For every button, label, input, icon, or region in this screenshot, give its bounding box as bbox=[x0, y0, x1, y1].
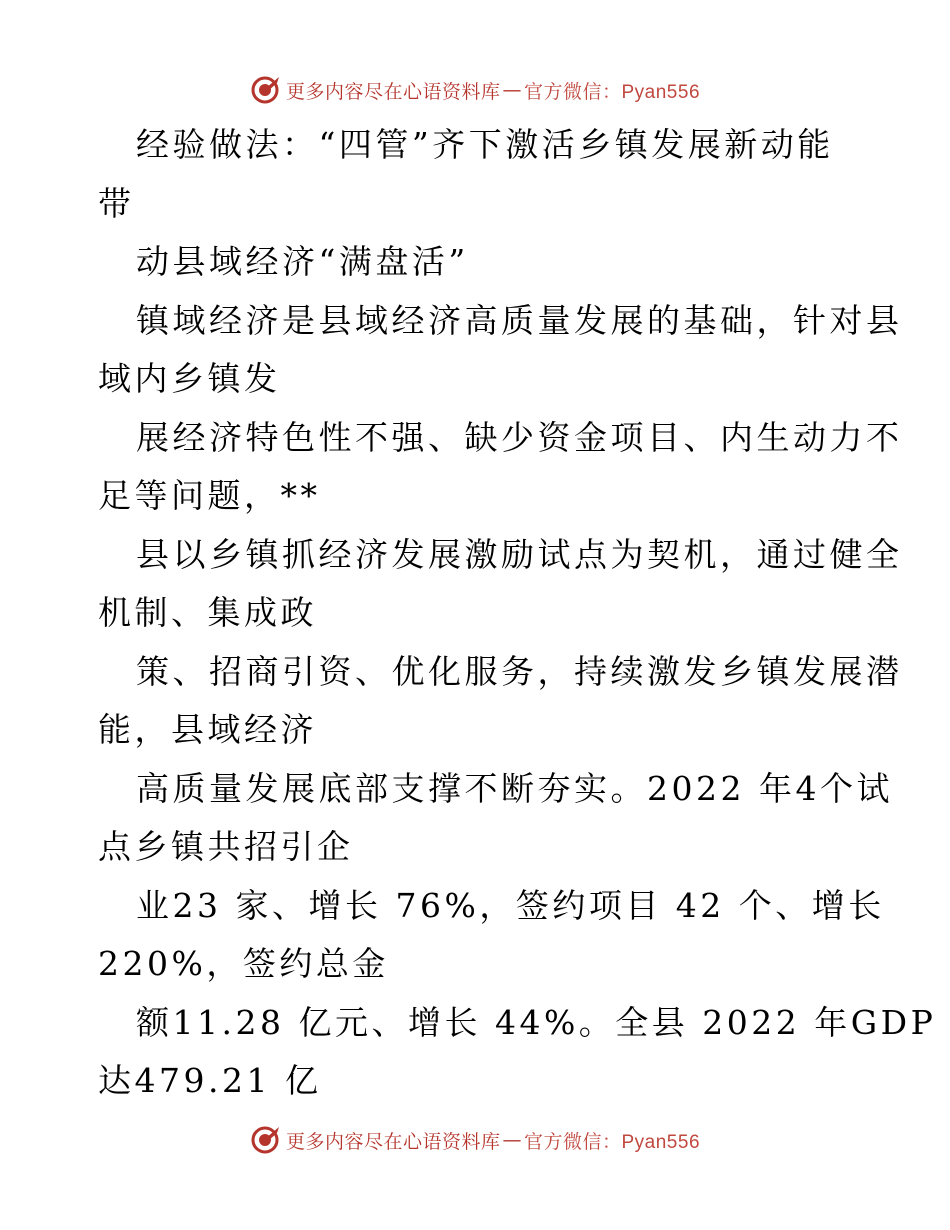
banner-text: 更多内容尽在心语资料库 bbox=[285, 80, 501, 103]
banner-wechat: 官方微信：Pyan556 bbox=[524, 1131, 701, 1153]
text-line: 足等问题，** bbox=[98, 476, 321, 515]
pen-logo-icon bbox=[250, 1125, 280, 1155]
banner-wechat: 官方微信：Pyan556 bbox=[524, 81, 701, 103]
text-line: 带 bbox=[98, 183, 135, 223]
document-body bbox=[98, 116, 937, 1111]
text-line: 达479.21 亿 bbox=[98, 1061, 322, 1100]
text-line: 动县域经济“满盘活” bbox=[136, 242, 469, 281]
text-line: 县以乡镇抓经济发展激励试点为契机，通过健全 bbox=[136, 534, 903, 574]
footer-banner bbox=[0, 1120, 950, 1160]
header-banner bbox=[0, 70, 950, 110]
pen-logo-icon bbox=[250, 75, 280, 105]
text-line: 域内乡镇发 bbox=[98, 359, 281, 398]
text-line: 经验做法：“四管”齐下激活乡镇发展新动能 bbox=[136, 125, 834, 164]
banner-text: 更多内容尽在心语资料库 bbox=[285, 1130, 501, 1153]
text-line: 额11.28 亿元、增长 44%。全县 2022 年GDP bbox=[136, 1002, 937, 1042]
banner-separator: — bbox=[502, 1129, 522, 1151]
text-line: 高质量发展底部支撑不断夯实。2022 年4个试 bbox=[136, 768, 893, 808]
text-line: 机制、集成政 bbox=[98, 593, 317, 632]
banner-separator: — bbox=[502, 79, 522, 101]
text-line: 能，县域经济 bbox=[98, 710, 317, 749]
text-line: 镇域经济是县域经济高质量发展的基础，针对县 bbox=[136, 300, 903, 340]
text-line: 展经济特色性不强、缺少资金项目、内生动力不 bbox=[136, 417, 903, 457]
text-line: 策、招商引资、优化服务，持续激发乡镇发展潜 bbox=[136, 651, 903, 691]
text-line: 业23 家、增长 76%，签约项目 42 个、增长 bbox=[136, 885, 885, 925]
text-line: 点乡镇共招引企 bbox=[98, 827, 354, 866]
text-line: 220%，签约总金 bbox=[98, 944, 389, 983]
